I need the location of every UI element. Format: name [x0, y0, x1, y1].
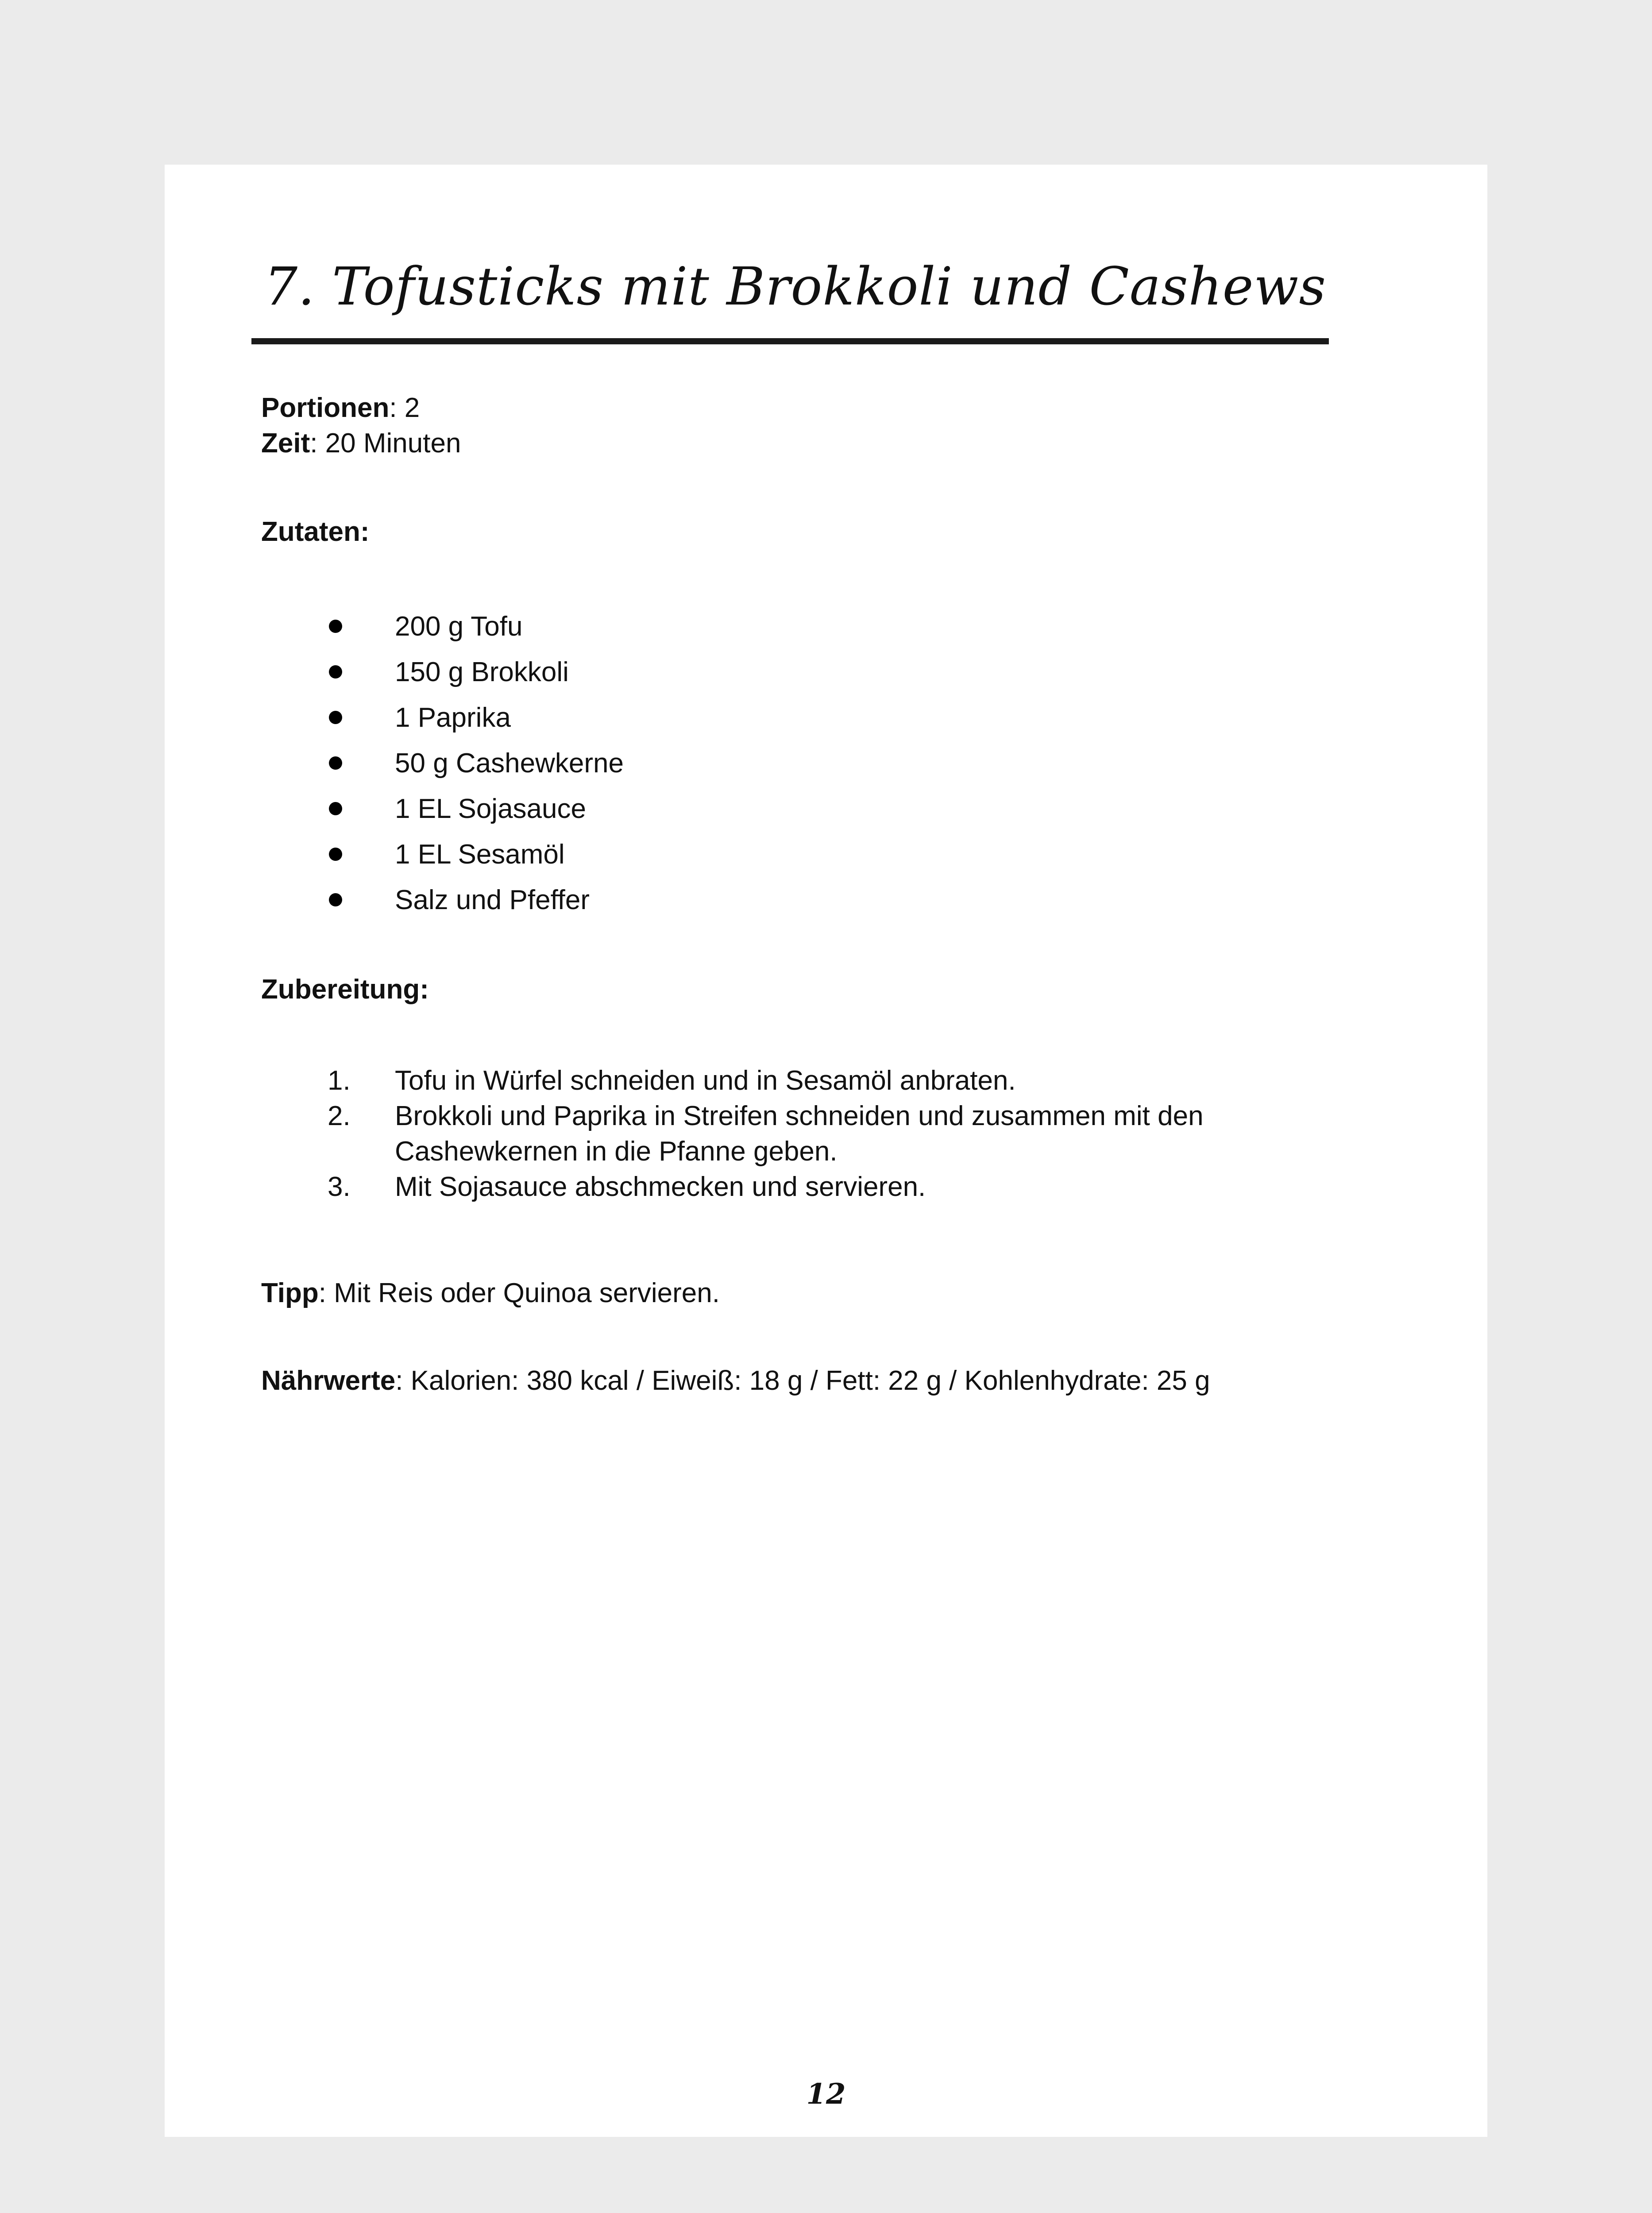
step-text: Mit Sojasauce abschmecken und servieren.	[395, 1172, 926, 1202]
bullet-icon	[329, 802, 342, 815]
list-item	[165, 1169, 1487, 1205]
ingredient-text: 1 EL Sojasauce	[395, 794, 587, 824]
list-item	[165, 1099, 1487, 1169]
tip-value: : Mit Reis oder Quinoa servieren.	[318, 1278, 720, 1308]
ingredient-text: 50 g Cashewkerne	[395, 748, 624, 779]
preparation-heading: Zubereitung:	[261, 974, 429, 1005]
bullet-icon	[329, 893, 342, 906]
nutrition-value: : Kalorien: 380 kcal / Eiweiß: 18 g / Fett: 22 g / Kohlenhydrate: 25 g	[395, 1365, 1210, 1396]
nutrition-line	[261, 1363, 1210, 1399]
time-value: : 20 Minuten	[310, 428, 461, 459]
ingredient-text: 150 g Brokkoli	[395, 657, 569, 687]
ingredient-text: Salz und Pfeffer	[395, 885, 590, 915]
ingredient-text: 1 Paprika	[395, 702, 511, 733]
list-item	[165, 1063, 1487, 1099]
bullet-icon	[329, 848, 342, 861]
time-label: Zeit	[261, 428, 310, 459]
list-item	[165, 883, 1487, 928]
bullet-icon	[329, 711, 342, 724]
ingredients-heading: Zutaten:	[261, 517, 370, 547]
step-text: Tofu in Würfel schneiden und in Sesamöl anbraten.	[395, 1065, 1016, 1096]
step-number: 3.	[328, 1172, 351, 1202]
bullet-icon	[329, 756, 342, 770]
recipe-page	[165, 165, 1487, 2137]
list-item	[165, 837, 1487, 883]
bullet-icon	[329, 665, 342, 679]
servings-label: Portionen	[261, 393, 390, 423]
step-number: 1.	[328, 1065, 351, 1096]
servings-value: : 2	[389, 393, 420, 423]
nutrition-label: Nährwerte	[261, 1365, 396, 1396]
time-line	[261, 426, 461, 461]
tip-line	[261, 1276, 720, 1311]
page-number: 12	[806, 2078, 846, 2111]
ingredient-text: 1 EL Sesamöl	[395, 839, 565, 870]
step-number: 2.	[328, 1101, 351, 1131]
servings-line	[261, 390, 420, 426]
list-item	[165, 609, 1487, 655]
list-item	[165, 791, 1487, 837]
ingredient-text: 200 g Tofu	[395, 611, 523, 642]
list-item	[165, 746, 1487, 791]
tip-label: Tipp	[261, 1278, 319, 1308]
list-item	[165, 655, 1487, 700]
ingredients-list	[165, 609, 1487, 928]
recipe-title: 7. Tofusticks mit Brokkoli und Cashews	[264, 256, 1327, 317]
bullet-icon	[329, 620, 342, 633]
step-text: Brokkoli und Paprika in Streifen schneiden und zusammen mit den Cashewkernen in die Pfanne geben.	[395, 1101, 1204, 1167]
list-item	[165, 700, 1487, 746]
title-underline	[251, 338, 1329, 344]
preparation-steps	[165, 1063, 1487, 1205]
